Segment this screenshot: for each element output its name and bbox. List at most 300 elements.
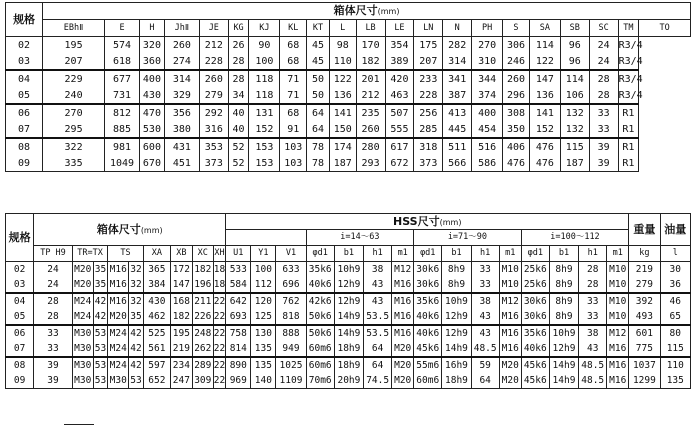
data-cell: 274 [164,53,199,70]
column-header-17: SB [560,20,589,37]
weight-header: 重量 [629,214,660,246]
data-cell: 38 [471,293,499,309]
data-cell: 530 [140,121,165,138]
data-cell: R1 [618,121,639,138]
data-cell: 463 [385,87,414,104]
data-cell: 100 [251,262,276,278]
data-cell: M30 [72,373,93,389]
ratio-group-1: i=14～63 [306,230,414,246]
data-cell: 270 [43,104,105,121]
data-cell: M12 [607,325,629,341]
data-cell: 320 [140,37,165,54]
data-cell: M30 [72,357,93,373]
data-cell: 762 [276,293,306,309]
column-header-15: S [503,20,530,37]
hss-column-header-5: h1 [364,246,392,262]
table-row [6,87,691,104]
spec-cell: 08 [6,357,34,373]
table-row [6,277,691,293]
data-cell: 981 [105,138,140,155]
data-cell: 36 [660,277,690,293]
data-cell: M16 [108,262,129,278]
table-edge-fragment [64,424,94,431]
data-cell: 196 [192,277,213,293]
table-row [6,53,691,70]
data-cell: 136 [529,87,560,104]
data-cell: 120 [251,293,276,309]
data-cell: R3/4 [618,87,639,104]
data-cell: 818 [276,309,306,325]
data-cell: M16 [392,293,414,309]
data-cell: 39 [589,155,618,172]
data-cell: 80 [660,325,690,341]
data-cell: 22 [213,325,226,341]
data-cell: 18h9 [334,357,363,373]
data-cell: 731 [105,87,140,104]
data-cell: 130 [251,325,276,341]
data-cell: 32 [129,262,144,278]
data-cell: 114 [529,37,560,54]
spec-cell: 04 [6,293,34,309]
oil-header: 油量 [660,214,690,246]
data-cell: 98 [329,37,356,54]
column-header-11: LE [385,20,414,37]
data-cell: 33 [471,277,499,293]
data-cell: 353 [199,138,228,155]
data-cell: M16 [108,277,129,293]
data-cell: 633 [276,262,306,278]
data-cell: 295 [43,121,105,138]
data-cell: 52 [228,138,249,155]
weight-unit: kg [629,246,660,262]
data-cell: 400 [140,70,165,87]
data-cell: 314 [164,70,199,87]
data-cell: M24 [108,325,129,341]
data-cell: M20 [392,341,414,357]
data-cell: 53.5 [364,309,392,325]
data-cell: M16 [392,325,414,341]
data-cell: 292 [199,104,228,121]
data-cell: 40k6 [306,277,334,293]
table-row [6,293,691,309]
column-header-8: KT [307,20,330,37]
data-cell: 64 [364,357,392,373]
data-cell: 260 [164,37,199,54]
data-cell: 115 [660,341,690,357]
column-header-12: LN [414,20,443,37]
data-cell: 247 [170,373,192,389]
data-cell: 170 [356,37,385,54]
data-cell: 74.5 [364,373,392,389]
data-cell: 33 [471,262,499,278]
data-cell: 279 [629,277,660,293]
data-cell: 132 [560,121,589,138]
data-cell: 40k6 [414,325,442,341]
data-cell: 39 [34,357,73,373]
data-cell: 22 [213,357,226,373]
data-cell: 150 [329,121,356,138]
data-cell: 64 [471,373,499,389]
data-cell: M10 [499,277,521,293]
data-cell: 28 [579,262,607,278]
spec-cell: 07 [6,341,34,357]
data-cell: 1025 [276,357,306,373]
data-cell: 33 [579,293,607,309]
data-cell: 30k6 [414,262,442,278]
data-cell: 52 [228,155,249,172]
column-header-6: KJ [249,20,280,37]
data-cell: 670 [140,155,165,172]
data-cell: 309 [192,373,213,389]
data-cell: 24 [34,277,73,293]
data-cell: 45 [307,53,330,70]
data-cell: 226 [192,309,213,325]
hss-base-blank [226,230,306,246]
column-header-19: TM [618,20,639,37]
data-cell: 561 [143,341,170,357]
data-cell: 53 [93,341,108,357]
data-cell: 110 [660,357,690,373]
data-cell: 22 [213,341,226,357]
hss-column-header-10: m1 [499,246,521,262]
column-header-1: E [105,20,140,37]
data-cell: M10 [607,309,629,325]
hss-column-header-7: φd1 [414,246,442,262]
data-cell: 329 [164,87,199,104]
data-cell: 462 [143,309,170,325]
data-cell: 296 [503,87,530,104]
box-column-header-4: XB [170,246,192,262]
data-cell: 586 [472,155,503,172]
data-cell: 248 [192,325,213,341]
data-cell: 174 [329,138,356,155]
data-cell: M16 [499,309,521,325]
table-row [6,325,691,341]
data-cell: M20 [392,357,414,373]
data-cell: 1037 [629,357,660,373]
data-cell: 103 [280,138,307,155]
data-cell: 814 [226,341,251,357]
data-cell: 35 [93,262,108,278]
data-cell: 380 [164,121,199,138]
data-cell: 46 [660,293,690,309]
data-cell: 493 [629,309,660,325]
data-cell: 136 [329,87,356,104]
hss-column-header-8: b1 [442,246,471,262]
data-cell: 642 [226,293,251,309]
data-cell: 153 [249,155,280,172]
data-cell: 152 [529,121,560,138]
data-cell: 50k6 [306,309,334,325]
spec-cell: 02 [6,262,34,278]
data-cell: 35 [129,309,144,325]
data-cell: 22 [213,373,226,389]
data-cell: 35k6 [414,293,442,309]
data-cell: 53.5 [364,325,392,341]
data-cell: 246 [503,53,530,70]
data-cell: 60m6 [306,357,334,373]
data-cell: 601 [629,325,660,341]
table-row [6,70,691,87]
data-cell: 344 [472,70,503,87]
data-cell: 96 [560,53,589,70]
data-cell: 48.5 [471,341,499,357]
data-cell: M20 [72,262,93,278]
data-cell: 8h9 [549,277,578,293]
table-row [6,138,691,155]
data-cell: 175 [414,37,443,54]
data-cell: 207 [414,53,443,70]
data-cell: 812 [105,104,140,121]
hss-dimensions-table [5,213,691,389]
data-cell: 14h9 [334,325,363,341]
data-cell: 35 [93,277,108,293]
data-cell: 211 [192,293,213,309]
data-cell: 318 [414,138,443,155]
data-cell: 45k6 [414,341,442,357]
data-cell: 229 [43,70,105,87]
data-cell: 25k6 [521,262,549,278]
data-cell: 775 [629,341,660,357]
data-cell: 12h9 [334,277,363,293]
data-cell: 672 [385,155,414,172]
box-column-header-5: XC [192,246,213,262]
data-cell: 507 [385,104,414,121]
data-cell: 71 [280,87,307,104]
data-cell: M24 [72,309,93,325]
data-cell: 14h9 [549,373,578,389]
data-cell: 53 [93,373,108,389]
data-cell: 885 [105,121,140,138]
spec-cell: 02 [6,37,43,54]
hss-column-header-13: h1 [579,246,607,262]
data-cell: 310 [472,53,503,70]
data-cell: 356 [164,104,199,121]
data-cell: M24 [108,357,129,373]
spec-cell: 03 [6,53,43,70]
column-header-2: H [140,20,165,37]
data-cell: M16 [607,373,629,389]
data-cell: 212 [199,37,228,54]
box-column-header-0: TP H9 [34,246,73,262]
data-cell: 758 [226,325,251,341]
data-cell: 43 [471,325,499,341]
table-row [6,104,691,121]
data-cell: 24 [589,37,618,54]
data-cell: 201 [356,70,385,87]
oil-unit: l [660,246,690,262]
data-cell: 600 [140,138,165,155]
data-cell: 43 [579,341,607,357]
data-cell: 219 [170,341,192,357]
spec-cell: 04 [6,70,43,87]
data-cell: 8h9 [549,309,578,325]
data-cell: R1 [618,104,639,121]
data-cell: 308 [503,104,530,121]
data-cell: 24 [589,53,618,70]
data-cell: 384 [143,277,170,293]
data-cell: 65 [660,309,690,325]
data-cell: 677 [105,70,140,87]
data-cell: 24 [34,262,73,278]
data-cell: M12 [392,262,414,278]
box-dimensions-table [5,2,691,172]
spec-cell: 07 [6,121,43,138]
data-cell: 187 [560,155,589,172]
data-cell: 525 [143,325,170,341]
data-cell: 18 [213,277,226,293]
data-cell: 28 [228,53,249,70]
data-cell: 16h9 [442,357,471,373]
data-cell: 476 [529,155,560,172]
data-cell: 516 [472,138,503,155]
data-cell: 112 [251,277,276,293]
data-cell: M20 [392,373,414,389]
data-cell: M12 [499,293,521,309]
data-cell: 91 [280,121,307,138]
data-cell: 280 [356,138,385,155]
data-cell: 12h9 [549,341,578,357]
data-cell: 42 [93,309,108,325]
data-cell: 373 [414,155,443,172]
data-cell: 33 [34,341,73,357]
data-cell: 1049 [105,155,140,172]
data-cell: 135 [251,341,276,357]
data-cell: M16 [607,341,629,357]
data-cell: 118 [249,87,280,104]
data-cell: 431 [164,138,199,155]
hss-column-header-11: φd1 [521,246,549,262]
column-header-9: L [329,20,356,37]
data-cell: 387 [443,87,472,104]
hss-column-header-2: V1 [276,246,306,262]
data-cell: 42k6 [306,293,334,309]
hss-column-header-6: m1 [392,246,414,262]
hss-column-header-1: Y1 [251,246,276,262]
data-cell: M24 [108,341,129,357]
column-header-0: EBhⅡ [43,20,105,37]
data-cell: M20 [499,357,521,373]
hss-column-header-4: b1 [334,246,363,262]
data-cell: 34 [228,87,249,104]
data-cell: 33 [589,121,618,138]
data-cell: 45k6 [521,373,549,389]
data-cell: 35k6 [306,262,334,278]
hss-column-header-12: b1 [549,246,578,262]
data-cell: 100 [249,53,280,70]
data-cell: 389 [385,53,414,70]
data-cell: 172 [170,262,192,278]
data-cell: 228 [199,53,228,70]
data-cell: 306 [503,37,530,54]
data-cell: 285 [414,121,443,138]
data-cell: 42 [93,293,108,309]
column-header-13: N [443,20,472,37]
data-cell: M24 [72,293,93,309]
data-cell: 106 [560,87,589,104]
data-cell: 78 [307,155,330,172]
data-cell: 365 [143,262,170,278]
data-cell: R1 [618,138,639,155]
data-cell: 68 [280,37,307,54]
data-cell: M10 [607,262,629,278]
data-cell: M20 [499,373,521,389]
data-cell: 260 [356,121,385,138]
data-cell: 233 [414,70,443,87]
column-header-4: JE [199,20,228,37]
data-cell: 693 [226,309,251,325]
data-cell: 122 [529,53,560,70]
data-cell: 30k6 [414,277,442,293]
data-cell: M10 [499,262,521,278]
hss-column-header-14: m1 [607,246,629,262]
data-cell: 28 [589,70,618,87]
data-cell: 20h9 [334,373,363,389]
data-cell: 152 [249,121,280,138]
data-cell: 597 [143,357,170,373]
data-cell: 652 [143,373,170,389]
data-cell: 14h9 [442,341,471,357]
data-cell: 373 [199,155,228,172]
data-cell: 12h9 [442,309,471,325]
column-header-16: SA [529,20,560,37]
data-cell: 96 [560,37,589,54]
ratio-group-3: i=100～112 [521,230,629,246]
data-cell: M20 [108,309,129,325]
data-cell: 511 [443,138,472,155]
hss-column-header-3: φd1 [306,246,334,262]
data-cell: 43 [364,293,392,309]
data-cell: 260 [503,70,530,87]
data-cell: 50k6 [306,325,334,341]
data-cell: 195 [43,37,105,54]
data-cell: 53 [129,373,144,389]
data-cell: 22 [213,309,226,325]
data-cell: M16 [607,357,629,373]
data-cell: 39 [589,138,618,155]
data-cell: 39 [34,373,73,389]
data-cell: 48.5 [579,373,607,389]
data-cell: 28 [34,309,73,325]
data-cell: 30k6 [521,293,549,309]
data-cell: 60m6 [306,341,334,357]
box-dimensions-header [43,3,691,20]
table-row [6,262,691,278]
data-cell: 131 [249,104,280,121]
spec-cell: 08 [6,138,43,155]
data-cell: 8h9 [549,262,578,278]
spec-cell: 09 [6,373,34,389]
data-cell: 59 [471,357,499,373]
data-cell: 78 [307,138,330,155]
data-cell: 314 [443,53,472,70]
data-cell: 617 [385,138,414,155]
table-row [6,309,691,325]
data-cell: 30 [660,262,690,278]
data-cell: 32 [129,277,144,293]
data-cell: 103 [280,155,307,172]
data-cell: 406 [503,138,530,155]
data-cell: 60m6 [414,373,442,389]
box-dim-title-2: 箱体尺寸 [96,222,141,236]
data-cell: 168 [170,293,192,309]
data-cell: 212 [356,87,385,104]
data-cell: M16 [392,277,414,293]
column-header-5: KG [228,20,249,37]
data-cell: 26 [228,37,249,54]
data-cell: 228 [414,87,443,104]
data-cell: 12h9 [442,325,471,341]
